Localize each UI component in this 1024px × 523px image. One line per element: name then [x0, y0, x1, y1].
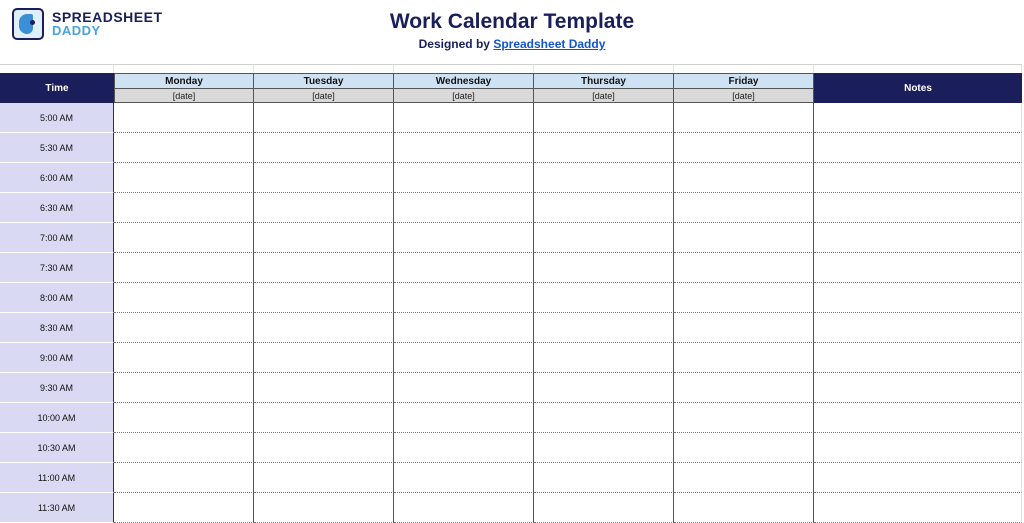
schedule-cell[interactable]	[114, 223, 254, 253]
sheet-header	[0, 0, 1024, 64]
schedule-cell[interactable]	[674, 493, 814, 523]
notes-cell[interactable]	[814, 343, 1022, 373]
day-date[interactable]: [date]	[254, 89, 394, 103]
notes-cell[interactable]	[814, 403, 1022, 433]
day-header-thursday[interactable]	[534, 73, 674, 103]
time-slot-label[interactable]: 6:30 AM	[0, 193, 114, 223]
schedule-cell[interactable]	[394, 463, 534, 493]
schedule-cell[interactable]	[114, 283, 254, 313]
spacer-row	[0, 65, 1022, 73]
calendar-header-row	[0, 73, 1022, 103]
schedule-cell[interactable]	[534, 493, 674, 523]
day-date[interactable]: [date]	[674, 89, 814, 103]
day-name: Tuesday	[254, 73, 394, 89]
schedule-cell[interactable]	[394, 403, 534, 433]
time-slot-label[interactable]: 5:00 AM	[0, 103, 114, 133]
table-row	[0, 133, 1022, 163]
time-slot-label[interactable]: 9:00 AM	[0, 343, 114, 373]
schedule-cell[interactable]	[114, 193, 254, 223]
day-header-friday[interactable]	[674, 73, 814, 103]
schedule-cell[interactable]	[254, 133, 394, 163]
schedule-cell[interactable]	[674, 223, 814, 253]
notes-cell[interactable]	[814, 373, 1022, 403]
subtitle-prefix: Designed by	[418, 37, 490, 51]
time-column-header[interactable]: Time	[0, 73, 114, 103]
table-row	[0, 433, 1022, 463]
table-row	[0, 403, 1022, 433]
table-row	[0, 313, 1022, 343]
time-slot-label[interactable]: 10:30 AM	[0, 433, 114, 463]
schedule-cell[interactable]	[534, 193, 674, 223]
table-row	[0, 463, 1022, 493]
schedule-cell[interactable]	[674, 343, 814, 373]
schedule-cell[interactable]	[254, 313, 394, 343]
spacer-cell[interactable]	[114, 65, 254, 73]
schedule-cell[interactable]	[674, 433, 814, 463]
notes-cell[interactable]	[814, 163, 1022, 193]
schedule-cell[interactable]	[254, 253, 394, 283]
schedule-cell[interactable]	[254, 493, 394, 523]
notes-column-header[interactable]: Notes	[814, 73, 1022, 103]
schedule-cell[interactable]	[534, 433, 674, 463]
schedule-cell[interactable]	[674, 403, 814, 433]
table-row	[0, 373, 1022, 403]
schedule-cell[interactable]	[394, 343, 534, 373]
spacer-cell[interactable]	[394, 65, 534, 73]
schedule-cell[interactable]	[534, 283, 674, 313]
schedule-cell[interactable]	[114, 403, 254, 433]
schedule-cell[interactable]	[534, 313, 674, 343]
schedule-cell[interactable]	[114, 373, 254, 403]
logo-line1: SPREADSHEET	[52, 9, 163, 25]
schedule-cell[interactable]	[114, 103, 254, 133]
schedule-cell[interactable]	[114, 343, 254, 373]
time-slot-label[interactable]: 10:00 AM	[0, 403, 114, 433]
notes-cell[interactable]	[814, 253, 1022, 283]
table-row	[0, 283, 1022, 313]
notes-cell[interactable]	[814, 103, 1022, 133]
schedule-cell[interactable]	[534, 403, 674, 433]
time-slot-label[interactable]: 8:00 AM	[0, 283, 114, 313]
schedule-cell[interactable]	[394, 163, 534, 193]
schedule-cell[interactable]	[254, 343, 394, 373]
schedule-cell[interactable]	[394, 253, 534, 283]
notes-cell[interactable]	[814, 463, 1022, 493]
schedule-cell[interactable]	[254, 193, 394, 223]
time-slot-label[interactable]: 11:30 AM	[0, 493, 114, 523]
day-name: Monday	[114, 73, 254, 89]
schedule-cell[interactable]	[674, 373, 814, 403]
time-slot-label[interactable]: 9:30 AM	[0, 373, 114, 403]
notes-cell[interactable]	[814, 493, 1022, 523]
schedule-cell[interactable]	[674, 163, 814, 193]
schedule-cell[interactable]	[254, 163, 394, 193]
table-row	[0, 343, 1022, 373]
schedule-cell[interactable]	[534, 253, 674, 283]
schedule-cell[interactable]	[254, 373, 394, 403]
schedule-cell[interactable]	[114, 433, 254, 463]
day-header-tuesday[interactable]	[254, 73, 394, 103]
day-date[interactable]: [date]	[394, 89, 534, 103]
day-date[interactable]: [date]	[534, 89, 674, 103]
schedule-cell[interactable]	[534, 133, 674, 163]
schedule-cell[interactable]	[114, 133, 254, 163]
day-date[interactable]: [date]	[114, 89, 254, 103]
day-name: Thursday	[534, 73, 674, 89]
schedule-cell[interactable]	[254, 463, 394, 493]
schedule-cell[interactable]	[254, 223, 394, 253]
schedule-cell[interactable]	[394, 373, 534, 403]
schedule-cell[interactable]	[114, 463, 254, 493]
spacer-cell[interactable]	[814, 65, 1022, 73]
notes-cell[interactable]	[814, 283, 1022, 313]
schedule-cell[interactable]	[114, 313, 254, 343]
schedule-cell[interactable]	[394, 493, 534, 523]
notes-cell[interactable]	[814, 433, 1022, 463]
schedule-cell[interactable]	[254, 283, 394, 313]
schedule-cell[interactable]	[394, 283, 534, 313]
time-slot-label[interactable]: 7:30 AM	[0, 253, 114, 283]
schedule-cell[interactable]	[674, 463, 814, 493]
time-slot-label[interactable]: 7:00 AM	[0, 223, 114, 253]
table-row	[0, 223, 1022, 253]
notes-cell[interactable]	[814, 133, 1022, 163]
schedule-cell[interactable]	[674, 193, 814, 223]
day-name: Friday	[674, 73, 814, 89]
schedule-cell[interactable]	[394, 313, 534, 343]
schedule-cell[interactable]	[254, 103, 394, 133]
schedule-cell[interactable]	[534, 373, 674, 403]
spacer-cell[interactable]	[534, 65, 674, 73]
schedule-cell[interactable]	[114, 163, 254, 193]
time-slot-label[interactable]: 5:30 AM	[0, 133, 114, 163]
table-row	[0, 193, 1022, 223]
notes-cell[interactable]	[814, 313, 1022, 343]
schedule-cell[interactable]	[114, 253, 254, 283]
time-slot-label[interactable]: 11:00 AM	[0, 463, 114, 493]
table-row	[0, 163, 1022, 193]
schedule-cell[interactable]	[394, 433, 534, 463]
spacer-cell[interactable]	[674, 65, 814, 73]
schedule-cell[interactable]	[534, 343, 674, 373]
day-header-wednesday[interactable]	[394, 73, 534, 103]
page-subtitle	[0, 37, 1024, 51]
spreadsheet-daddy-link[interactable]: Spreadsheet Daddy	[493, 37, 606, 51]
schedule-cell[interactable]	[394, 193, 534, 223]
calendar-grid	[0, 64, 1022, 523]
table-row	[0, 493, 1022, 523]
page-title: Work Calendar Template	[389, 10, 635, 33]
spacer-cell[interactable]	[254, 65, 394, 73]
table-row	[0, 103, 1022, 133]
notes-cell[interactable]	[814, 223, 1022, 253]
schedule-cell[interactable]	[534, 223, 674, 253]
schedule-cell[interactable]	[394, 133, 534, 163]
notes-cell[interactable]	[814, 193, 1022, 223]
schedule-cell[interactable]	[394, 223, 534, 253]
logo-line2: DADDY	[52, 23, 101, 38]
time-slot-label[interactable]: 6:00 AM	[0, 163, 114, 193]
schedule-cell[interactable]	[674, 253, 814, 283]
spacer-cell[interactable]	[0, 65, 114, 73]
day-header-monday[interactable]	[114, 73, 254, 103]
schedule-cell[interactable]	[674, 103, 814, 133]
schedule-cell[interactable]	[674, 313, 814, 343]
schedule-cell[interactable]	[394, 103, 534, 133]
time-slot-label[interactable]: 8:30 AM	[0, 313, 114, 343]
schedule-cell[interactable]	[254, 433, 394, 463]
schedule-cell[interactable]	[534, 463, 674, 493]
day-name: Wednesday	[394, 73, 534, 89]
schedule-cell[interactable]	[534, 103, 674, 133]
schedule-cell[interactable]	[674, 133, 814, 163]
schedule-cell[interactable]	[534, 163, 674, 193]
table-row	[0, 253, 1022, 283]
schedule-cell[interactable]	[114, 493, 254, 523]
schedule-cell[interactable]	[674, 283, 814, 313]
schedule-cell[interactable]	[254, 403, 394, 433]
